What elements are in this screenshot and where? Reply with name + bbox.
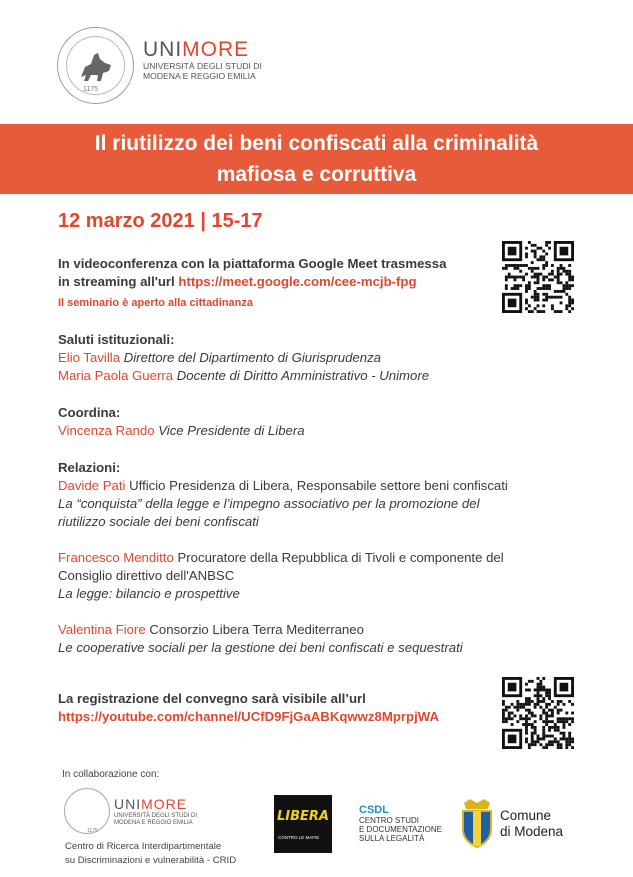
brand-sub-line1: UNIVERSITÀ DEGLI STUDI DI — [143, 61, 262, 71]
registrazione-text: La registrazione del convegno sarà visibile all’url — [58, 691, 366, 706]
crid-brand — [114, 796, 187, 812]
comune-logo — [458, 797, 496, 854]
libera-logo-text: LIBERA — [277, 809, 329, 824]
csdl-line3: SULLA LEGALITÀ — [359, 834, 425, 843]
streaming-line1: In videoconferenza con la piattaforma Google Meet trasmessa — [58, 256, 447, 271]
brand-more: MORE — [182, 38, 250, 61]
speaker-name: Francesco Menditto — [58, 550, 174, 565]
crid-sub-line2: MODENA E REGGIO EMILIA — [114, 820, 193, 826]
seal-year: 1175 — [83, 86, 99, 93]
speaker-role: Vice Presidente di Libera — [154, 423, 305, 438]
speaker-name: Valentina Fiore — [58, 622, 146, 637]
comune-line1: Comune — [500, 808, 552, 823]
relatore-1-talk-line1: La “conquista” della legge e l’impegno associativo per la promozione del — [58, 496, 480, 511]
university-subtitle — [143, 61, 262, 81]
page-title — [0, 128, 633, 190]
brand-uni: UNI — [143, 38, 183, 61]
crid-brand-more: MORE — [141, 796, 188, 812]
event-date: 12 marzo 2021 | 15-17 — [58, 210, 263, 232]
saluti-heading: Saluti istituzionali: — [58, 332, 175, 347]
streaming-prefix: in streaming all'url — [58, 274, 179, 289]
title-line2: mafiosa e corruttiva — [216, 163, 417, 186]
crid-sub-line1: UNIVERSITÀ DEGLI STUDI DI — [114, 813, 198, 819]
collab-label: In collaborazione con: — [62, 769, 160, 780]
qr-code-youtube[interactable] — [502, 677, 574, 749]
crid-line1: Centro di Ricerca Interdipartimentale — [65, 841, 222, 852]
qr-code-meet[interactable] — [502, 241, 574, 313]
qr-code-icon — [502, 241, 574, 313]
speaker-role: Direttore del Dipartimento di Giurisprudenza — [120, 350, 381, 365]
public-note: Il seminario è aperto alla cittadinanza — [58, 297, 254, 309]
relatore-3-talk: Le cooperative sociali per la gestione dei beni confiscati e sequestrati — [58, 640, 463, 655]
libera-logo — [274, 795, 332, 853]
relatore-2-talk: La legge: bilancio e prospettive — [58, 586, 240, 601]
crid-brand-sub — [114, 813, 197, 827]
coat-of-arms-icon — [458, 797, 496, 849]
speaker-role: Docente di Diritto Amministrativo - Unimore — [173, 368, 430, 383]
relatore-1-talk-line2: riutilizzo sociale dei beni confiscati — [58, 514, 259, 529]
speaker-name: Elio Tavilla — [58, 350, 121, 365]
relatore-2 — [58, 549, 504, 567]
title-line1: Il riutilizzo dei beni confiscati alla criminalità — [94, 132, 539, 155]
relatore-3 — [58, 621, 364, 639]
saluti-person-2 — [58, 367, 429, 385]
qr-code-icon — [502, 677, 574, 749]
brand-sub-line2: MODENA E REGGIO EMILIA — [143, 71, 256, 81]
coordina-person — [58, 422, 305, 440]
coordina-heading: Coordina: — [58, 405, 121, 420]
speaker-role: Ufficio Presidenza di Libera, Responsabile settore beni confiscati — [125, 478, 508, 493]
speaker-role: Consorzio Libera Terra Mediterraneo — [145, 622, 364, 637]
crid-seal-year: 1175 — [87, 828, 98, 834]
speaker-name: Davide Pati — [58, 478, 126, 493]
crid-brand-uni: UNI — [114, 796, 142, 812]
comune-name — [500, 808, 563, 840]
speaker-role: Procuratore della Repubblica di Tivoli e componente del — [173, 550, 504, 565]
csdl-logo — [359, 804, 442, 843]
crid-line2: su Discriminazioni e vulnerabilità - CRID — [65, 855, 237, 866]
relatore-1 — [58, 477, 508, 495]
speaker-name: Maria Paola Guerra — [58, 368, 174, 383]
relatore-2-role-line2: Consiglio direttivo dell'ANBSC — [58, 568, 235, 583]
csdl-line2: E DOCUMENTAZIONE — [359, 825, 442, 834]
speaker-name: Vincenza Rando — [58, 423, 155, 438]
youtube-link[interactable]: https://youtube.com/channel/UCfD9FjGaABKqwwz8MprpjWA — [58, 709, 439, 724]
csdl-title: CSDL — [359, 804, 389, 816]
relazioni-heading: Relazioni: — [58, 460, 121, 475]
university-brand — [143, 38, 249, 62]
comune-line2: di Modena — [500, 824, 564, 839]
csdl-line1: CENTRO STUDI — [359, 816, 419, 825]
libera-logo-sub: CONTRO LE MAFIE — [278, 835, 320, 840]
streaming-line2 — [58, 273, 417, 291]
saluti-person-1 — [58, 349, 381, 367]
crid-name — [65, 840, 236, 868]
meet-link[interactable]: https://meet.google.com/cee-mcjb-fpg — [178, 274, 417, 289]
